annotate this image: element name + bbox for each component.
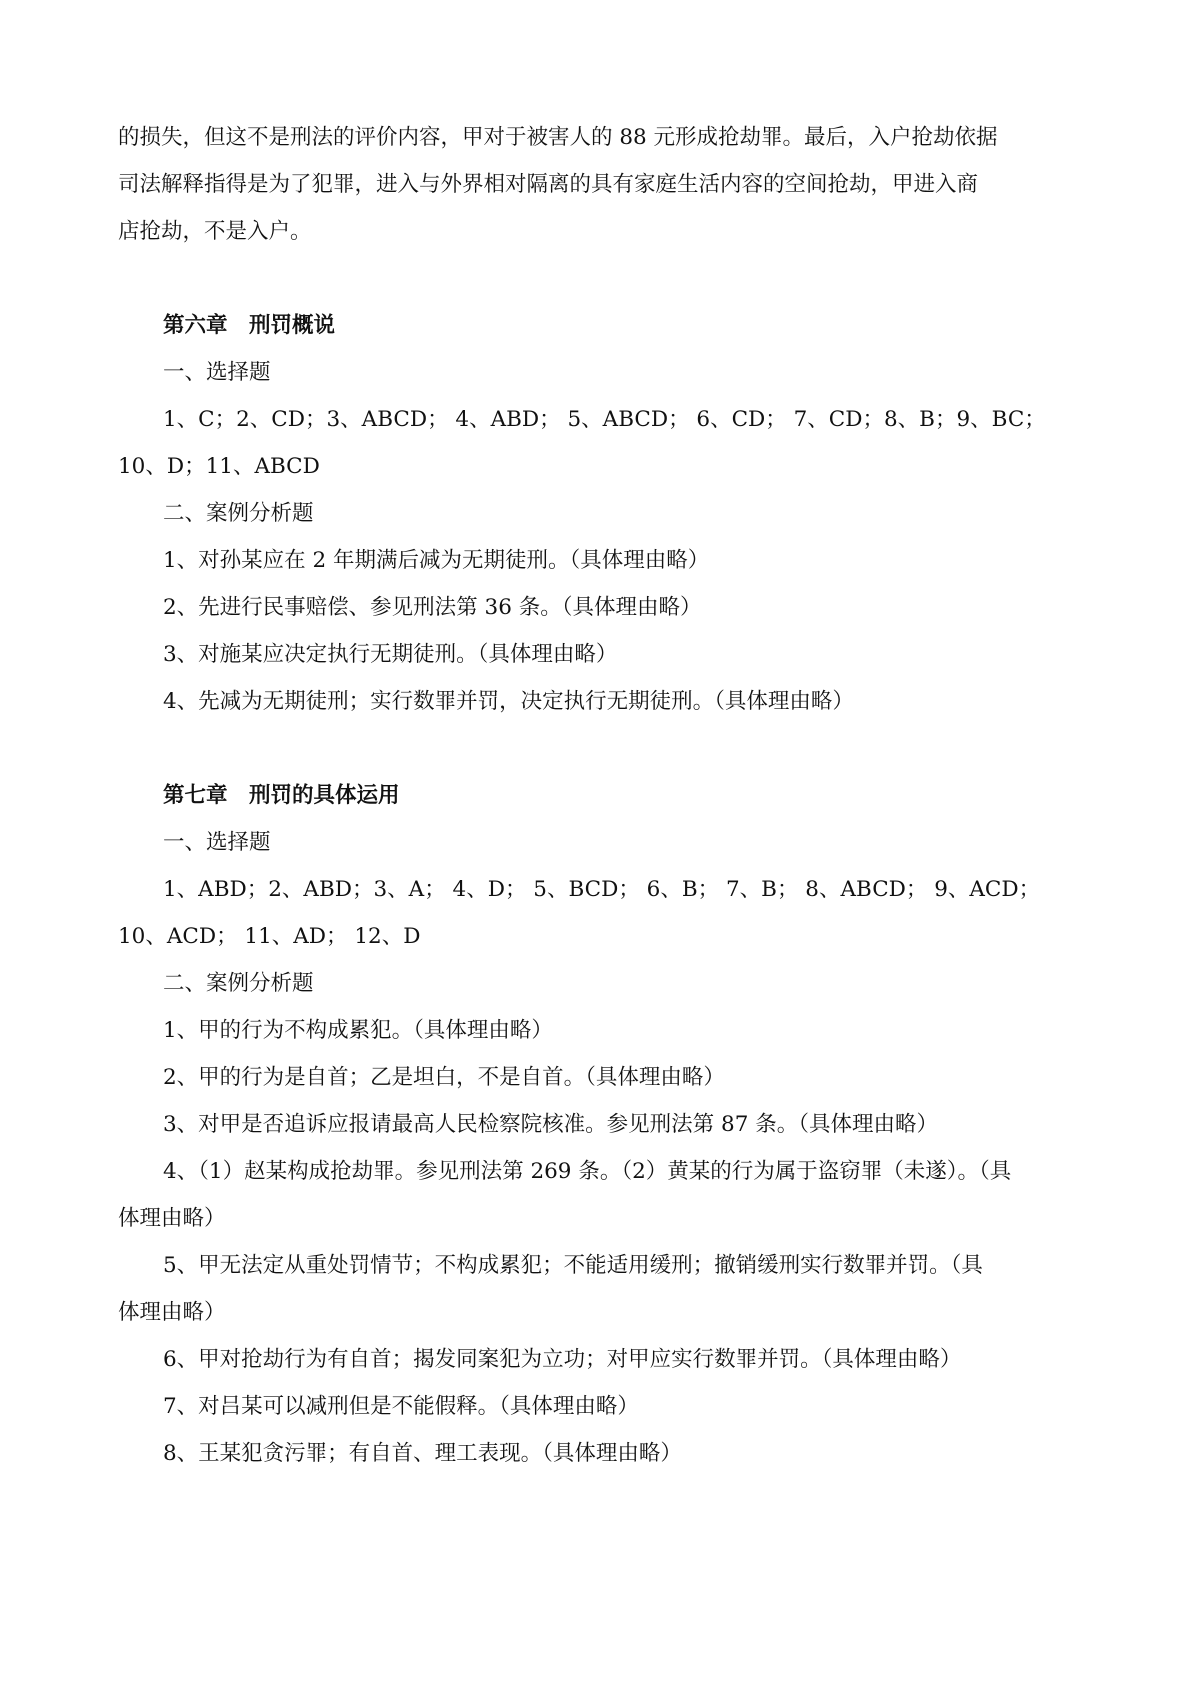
chapter-7-case-item-cont: 体理由略） [118, 1206, 226, 1231]
chapter-7-choice-answers: 1、ABD；2、ABD；3、A； 4、D； 5、BCD； 6、B； 7、B； 8、ABCD； 9、ACD； [163, 877, 1041, 902]
section-spacer [118, 255, 1090, 302]
chapter-7-case-item: 6、甲对抢劫行为有自首；揭发同案犯为立功；对甲应实行数罪并罚。（具体理由略） [163, 1347, 962, 1372]
chapter-6-case-heading: 二、案例分析题 [163, 501, 314, 526]
chapter-7-choice-heading: 一、选择题 [163, 830, 271, 855]
chapter-7-choice-answers-cont: 10、ACD； 11、AD； 12、D [118, 924, 421, 949]
chapter-7-case-item: 1、甲的行为不构成累犯。（具体理由略） [163, 1018, 553, 1043]
chapter-6-case-item: 2、先进行民事赔偿、参见刑法第 36 条。（具体理由略） [163, 595, 702, 620]
chapter-7-case-item: 5、甲无法定从重处罚情节；不构成累犯；不能适用缓刑；撤销缓刑实行数罪并罚。（具 [163, 1253, 983, 1278]
chapter-7-case-item: 3、对甲是否追诉应报请最高人民检察院核准。参见刑法第 87 条。（具体理由略） [163, 1112, 938, 1137]
intro-line: 店抢劫，不是入户。 [118, 219, 312, 244]
chapter-6-case-item: 3、对施某应决定执行无期徒刑。（具体理由略） [163, 642, 618, 667]
document-body [118, 114, 1090, 1477]
chapter-7-case-item: 7、对吕某可以减刑但是不能假释。（具体理由略） [163, 1394, 639, 1419]
intro-line: 司法解释指得是为了犯罪，进入与外界相对隔离的具有家庭生活内容的空间抢劫，甲进入商 [118, 172, 979, 197]
intro-line: 的损失，但这不是刑法的评价内容，甲对于被害人的 88 元形成抢劫罪。最后，入户抢劫依据 [118, 125, 998, 150]
chapter-7-case-item: 2、甲的行为是自首；乙是坦白，不是自首。（具体理由略） [163, 1065, 725, 1090]
section-spacer [118, 725, 1090, 772]
chapter-6-choice-answers-cont: 10、D；11、ABCD [118, 454, 320, 479]
chapter-7-case-heading: 二、案例分析题 [163, 971, 314, 996]
chapter-6-case-item: 4、先减为无期徒刑；实行数罪并罚，决定执行无期徒刑。（具体理由略） [163, 689, 854, 714]
chapter-7-case-item-cont: 体理由略） [118, 1300, 226, 1325]
chapter-7-case-item: 8、王某犯贪污罪；有自首、理工表现。（具体理由略） [163, 1441, 682, 1466]
chapter-7-title: 第七章 刑罚的具体运用 [163, 783, 400, 808]
chapter-6-case-item: 1、对孙某应在 2 年期满后减为无期徒刑。（具体理由略） [163, 548, 710, 573]
chapter-6-choice-heading: 一、选择题 [163, 360, 271, 385]
chapter-6-choice-answers: 1、C；2、CD；3、ABCD； 4、ABD； 5、ABCD； 6、CD； 7、CD；8、B；9、BC； [163, 407, 1046, 432]
chapter-7-case-item: 4、（1）赵某构成抢劫罪。参见刑法第 269 条。（2）黄某的行为属于盗窃罪（未遂）。（具 [163, 1159, 1012, 1184]
chapter-6-title: 第六章 刑罚概说 [163, 313, 336, 338]
